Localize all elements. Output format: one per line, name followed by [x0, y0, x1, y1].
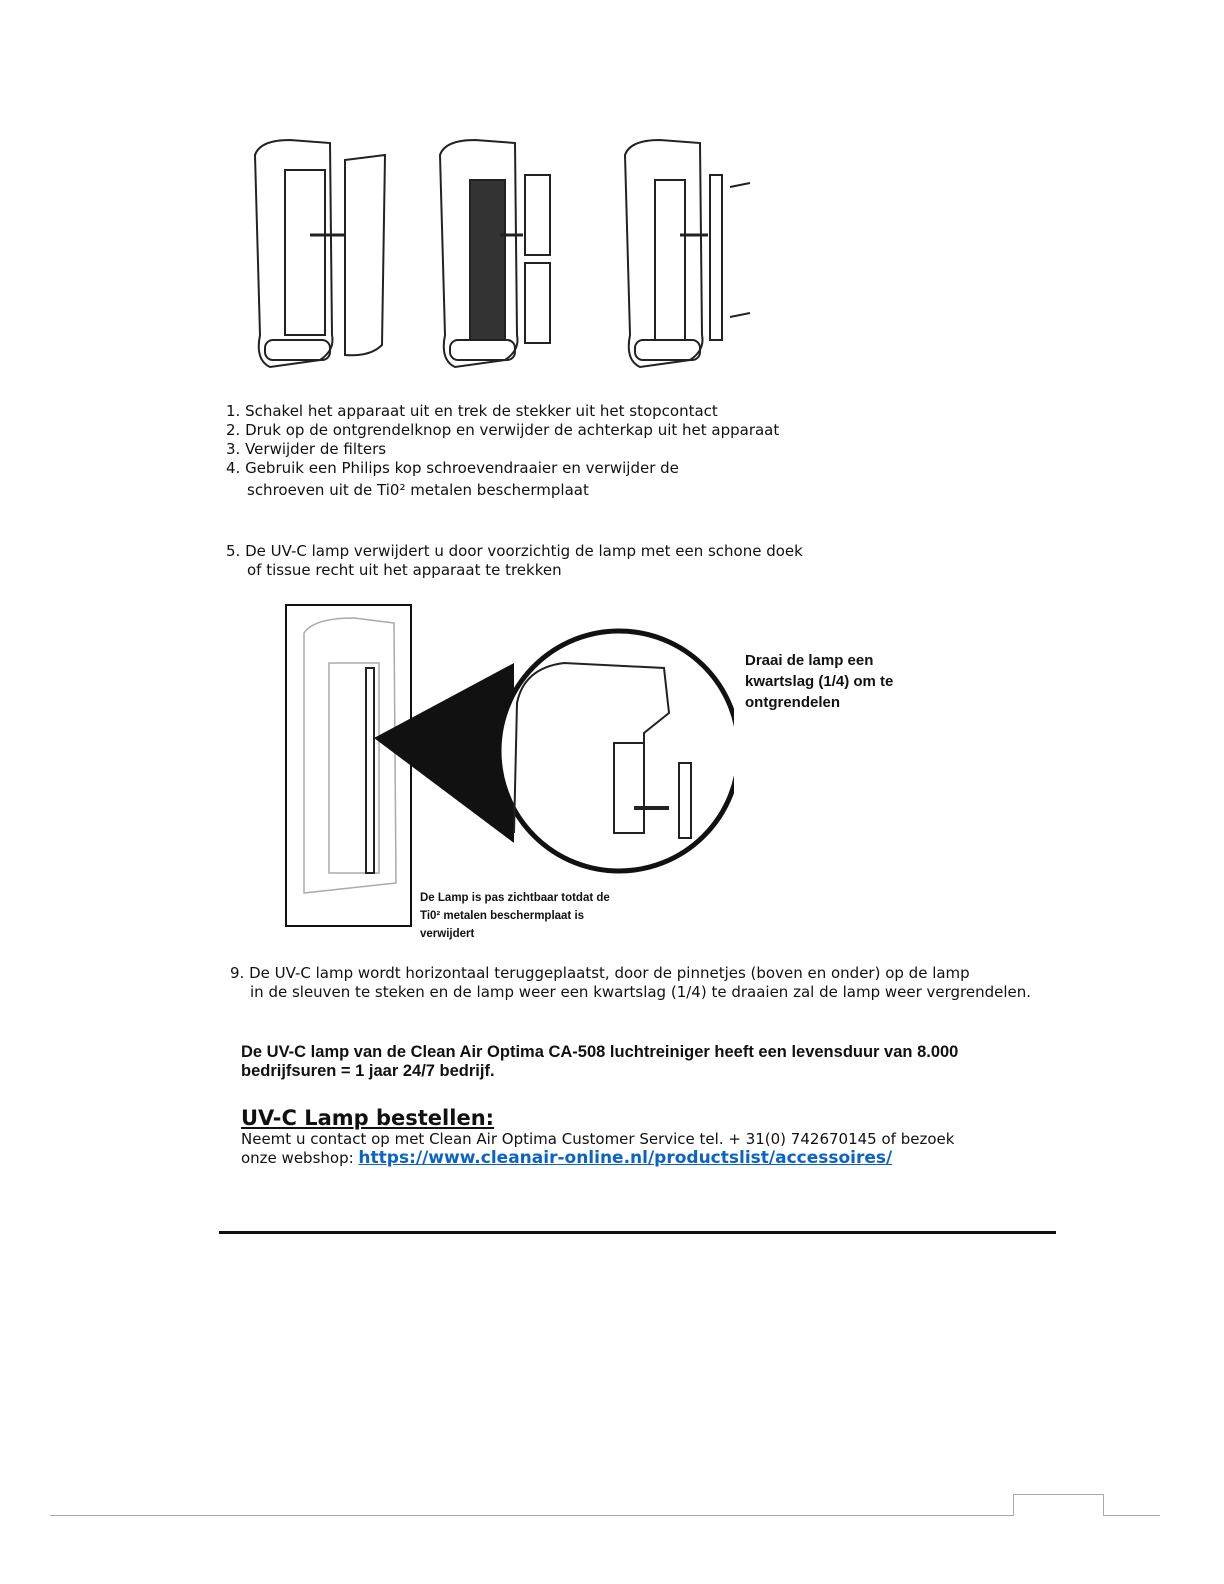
lifetime-line: bedrijfsuren = 1 jaar 24/7 bedrijf.: [241, 1062, 495, 1080]
step-5-cont: of tissue recht uit het apparaat te trekken: [247, 561, 562, 579]
page-number-box: [1013, 1494, 1104, 1516]
lifetime-line: De UV-C lamp van de Clean Air Optima CA-508 luchtreiniger heeft een levensduur van 8.000: [241, 1043, 959, 1061]
webshop-link[interactable]: https://www.cleanair-online.nl/productslist/accessoires/: [358, 1148, 893, 1168]
step-1: 1. Schakel het apparaat uit en trek de stekker uit het stopcontact: [226, 402, 718, 420]
purifier-1: [255, 140, 385, 367]
purifier-3: [625, 140, 750, 367]
step-4-cont: schroeven uit de Ti0² metalen beschermplaat: [247, 481, 589, 499]
step-9: 9. De UV-C lamp wordt horizontaal teruggeplaatst, door de pinnetjes (boven en onder) op de lamp: [230, 964, 970, 982]
caption-line: kwartslag (1/4) om te: [745, 673, 894, 690]
filter-removal-illustrations: [240, 135, 770, 380]
step-5: 5. De UV-C lamp verwijdert u door voorzichtig de lamp met een schone doek: [226, 542, 803, 560]
step-3: 3. Verwijder de filters: [226, 440, 387, 458]
lifetime-note: [241, 1043, 958, 1081]
caption-line: Draai de lamp een: [745, 652, 874, 669]
unlock-caption: [745, 650, 893, 713]
caption-line: Ti0² metalen beschermplaat is: [420, 910, 585, 922]
lamp-visibility-caption: [420, 889, 610, 943]
footer-line: [50, 1515, 1160, 1516]
order-webshop-label: onze webshop:: [241, 1149, 359, 1167]
section-divider: [219, 1231, 1056, 1234]
caption-line: ontgrendelen: [745, 694, 841, 711]
step-2: 2. Druk op de ontgrendelknop en verwijder de achterkap uit het apparaat: [226, 421, 780, 439]
order-contact: Neemt u contact op met Clean Air Optima Customer Service tel. + 31(0) 742670145 of bezoek: [241, 1130, 955, 1148]
caption-line: De Lamp is pas zichtbaar totdat de: [420, 892, 610, 904]
order-heading: UV-C Lamp bestellen:: [241, 1106, 495, 1130]
step-4: 4. Gebruik een Philips kop schroevendraaier en verwijder de: [226, 459, 679, 477]
step-9-cont: in de sleuven te steken en de lamp weer een kwartslag (1/4) te draaien zal de lamp weer vergrendelen.: [250, 983, 1032, 1001]
purifier-2: [440, 140, 550, 367]
uv-lamp-illustration: [284, 603, 734, 933]
caption-line: verwijdert: [420, 928, 475, 940]
